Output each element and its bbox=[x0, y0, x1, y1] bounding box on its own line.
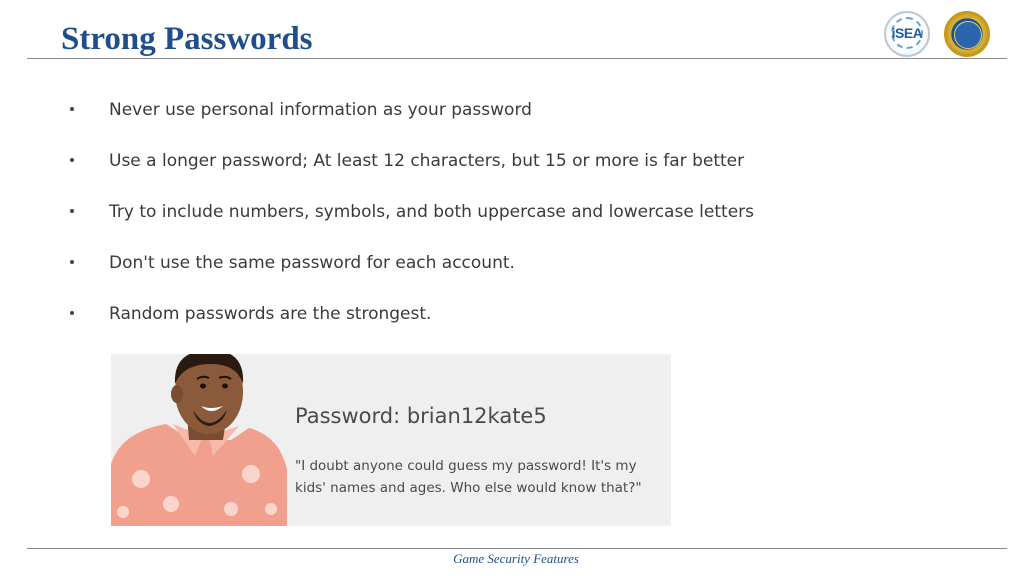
header-divider bbox=[27, 58, 1007, 59]
bullet-text: Don't use the same password for each account. bbox=[109, 253, 515, 273]
shirt-flower bbox=[224, 502, 238, 516]
shirt-flower bbox=[242, 465, 260, 483]
bullet-marker bbox=[70, 158, 74, 162]
bullet-text: Use a longer password; At least 12 characters, but 15 or more is far better bbox=[109, 151, 745, 171]
shirt-flower bbox=[117, 506, 129, 518]
eye bbox=[222, 384, 228, 389]
bullet-item bbox=[0, 197, 900, 227]
example-quote: "I doubt anyone could guess my password! It's my kids' names and ages. Who else would know that?" bbox=[295, 458, 642, 496]
bullet-marker bbox=[70, 209, 74, 213]
bullet-item bbox=[0, 299, 900, 329]
isea-logo-text: iSEA bbox=[891, 25, 923, 41]
person-illustration bbox=[111, 354, 291, 526]
eye bbox=[200, 384, 206, 389]
footer-divider bbox=[27, 548, 1007, 549]
shirt-flower bbox=[132, 470, 150, 488]
example-password-heading: Password: brian12kate5 bbox=[295, 404, 547, 428]
shirt-flower bbox=[265, 503, 277, 515]
c2c-emblem-logo bbox=[944, 11, 990, 57]
shirt-flower bbox=[163, 496, 179, 512]
bullet-item bbox=[0, 95, 900, 125]
ear bbox=[171, 385, 183, 403]
slide-footer: Game Security Features bbox=[453, 551, 579, 566]
bullet-item bbox=[0, 146, 900, 176]
bullet-text: Random passwords are the strongest. bbox=[109, 304, 432, 324]
c2c-emblem-center bbox=[954, 21, 982, 49]
password-example-illustration bbox=[111, 354, 671, 526]
bullet-marker bbox=[70, 260, 74, 264]
bullet-text: Never use personal information as your password bbox=[109, 100, 532, 120]
bullet-item bbox=[0, 248, 900, 278]
bullet-text: Try to include numbers, symbols, and both uppercase and lowercase letters bbox=[109, 202, 755, 222]
isea-logo bbox=[884, 11, 930, 57]
slide-title: Strong Passwords bbox=[61, 21, 313, 57]
bullet-marker bbox=[70, 107, 74, 111]
bullet-marker bbox=[70, 311, 74, 315]
